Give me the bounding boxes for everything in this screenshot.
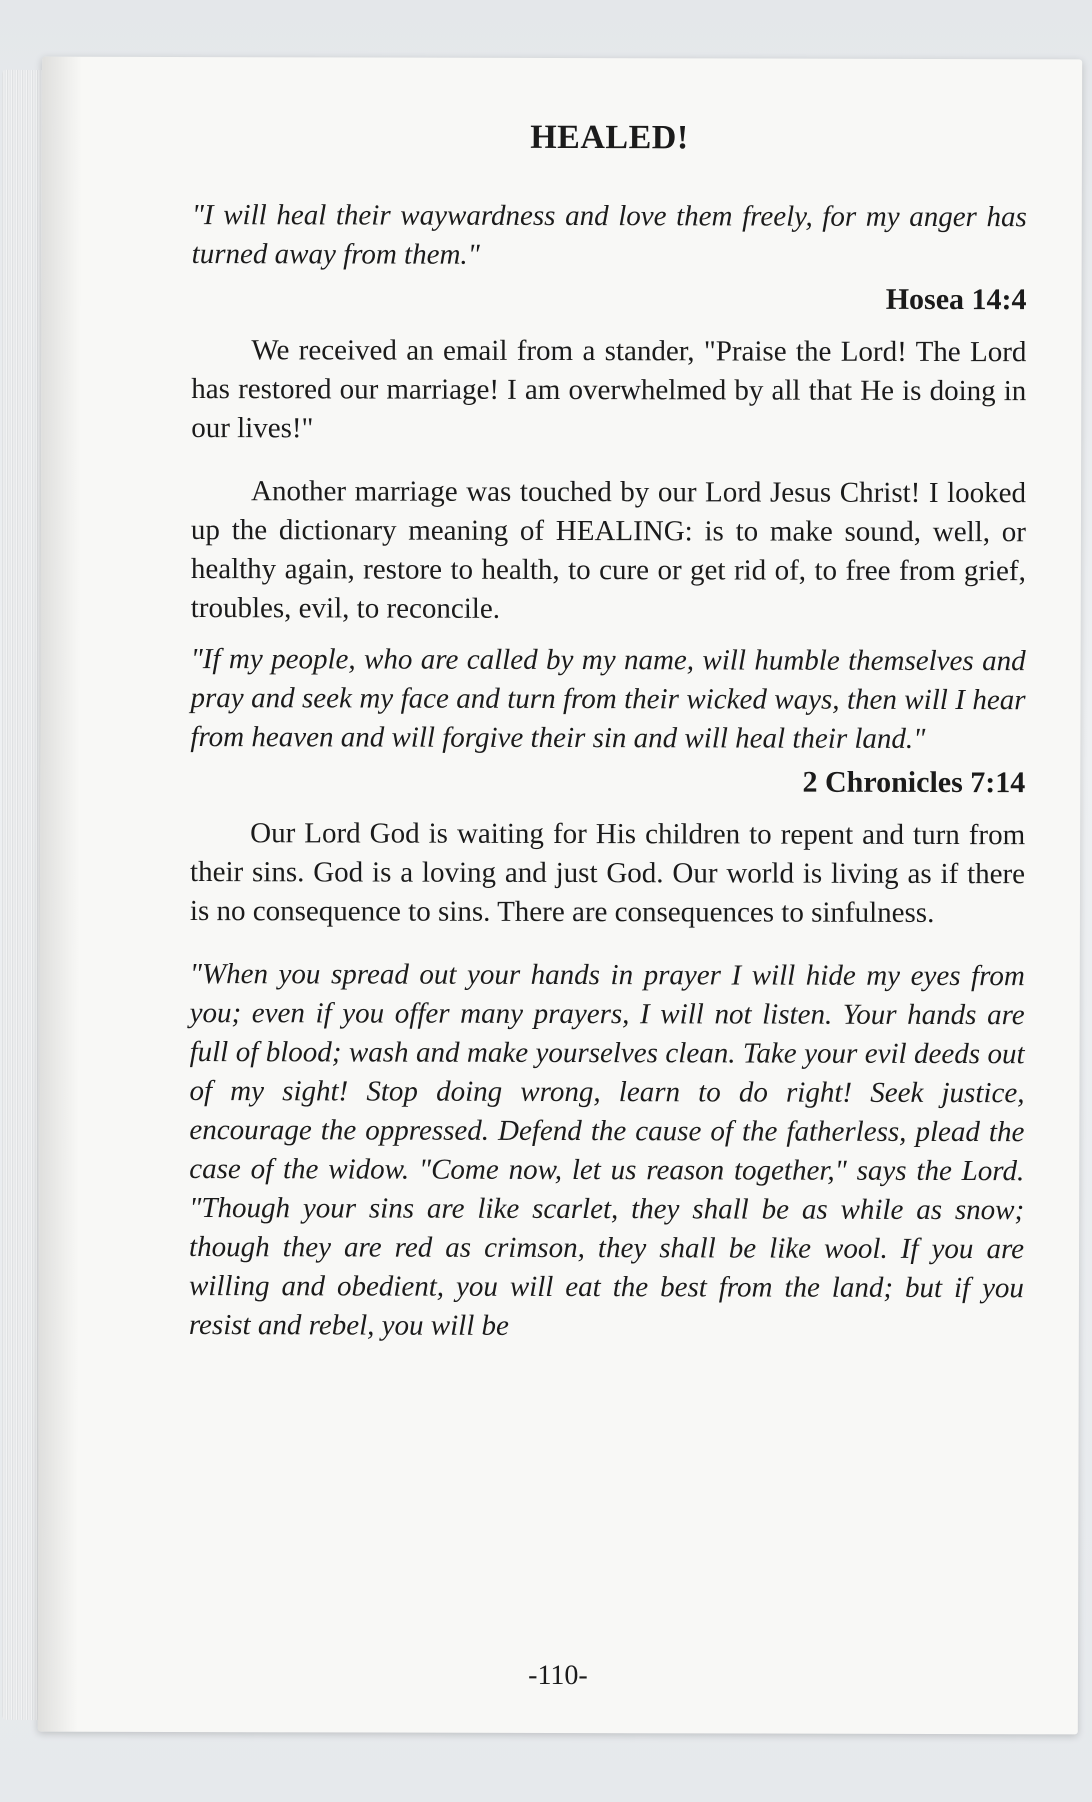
page-text [189,117,1027,1347]
page-number: -110- [528,1659,588,1692]
scripture-quote-isaiah: "When you spread out your hands in prayer I will hide my eyes from you; even if you offer many prayers, I will not listen. Your hands are full of blood; wash and make yourselves clean. Take your evil deeds out of my sight! Stop doing wrong, learn to do right! Seek justice, encourage the oppressed. Defend the cause of the fatherless, plead the case of the widow. "Come now, let us reason together," says the Lord. "Though your sins are like scarlet, they shall be as while as snow; though they are red as crimson, they shall be like wool. If you are willing and obedient, you will eat the best from the land; but if you resist and rebel, you will be [188,958,1025,1342]
page-title: HEALED! [530,118,689,157]
body-paragraph-healing-definition: Another marriage was touched by our Lord Jesus Christ! I looked up the dictionary meaning of HEALING: is to make sound, well, or healthy again, restore to health, to cure or get rid of, to free from grief, troubles, evil, to reconcile. [190,475,1027,625]
body-paragraph-email: We received an email from a stander, "Praise the Lord! The Lord has restored our marriage! I am overwhelmed by all that He is doing in our lives!" [191,334,1027,445]
scripture-quote-hosea: "I will heal their waywardness and love them freely, for my anger has turned away from them." [191,199,1027,271]
scripture-reference-chronicles: 2 Chronicles 7:14 [802,765,1026,800]
scripture-reference-hosea: Hosea 14:4 [885,282,1027,317]
book-page [38,57,1082,1735]
scripture-quote-chronicles: "If my people, who are called by my name, will humble themselves and pray and seek my face and turn from their wicked ways, then will I hear from heaven and will forgive their sin and will heal their land." [190,643,1026,755]
body-paragraph-repent: Our Lord God is waiting for His children to repent and turn from their sins. God is a loving and just God. Our world is living as if there is no consequence to sins. There are consequences to sinfulness. [189,817,1026,929]
